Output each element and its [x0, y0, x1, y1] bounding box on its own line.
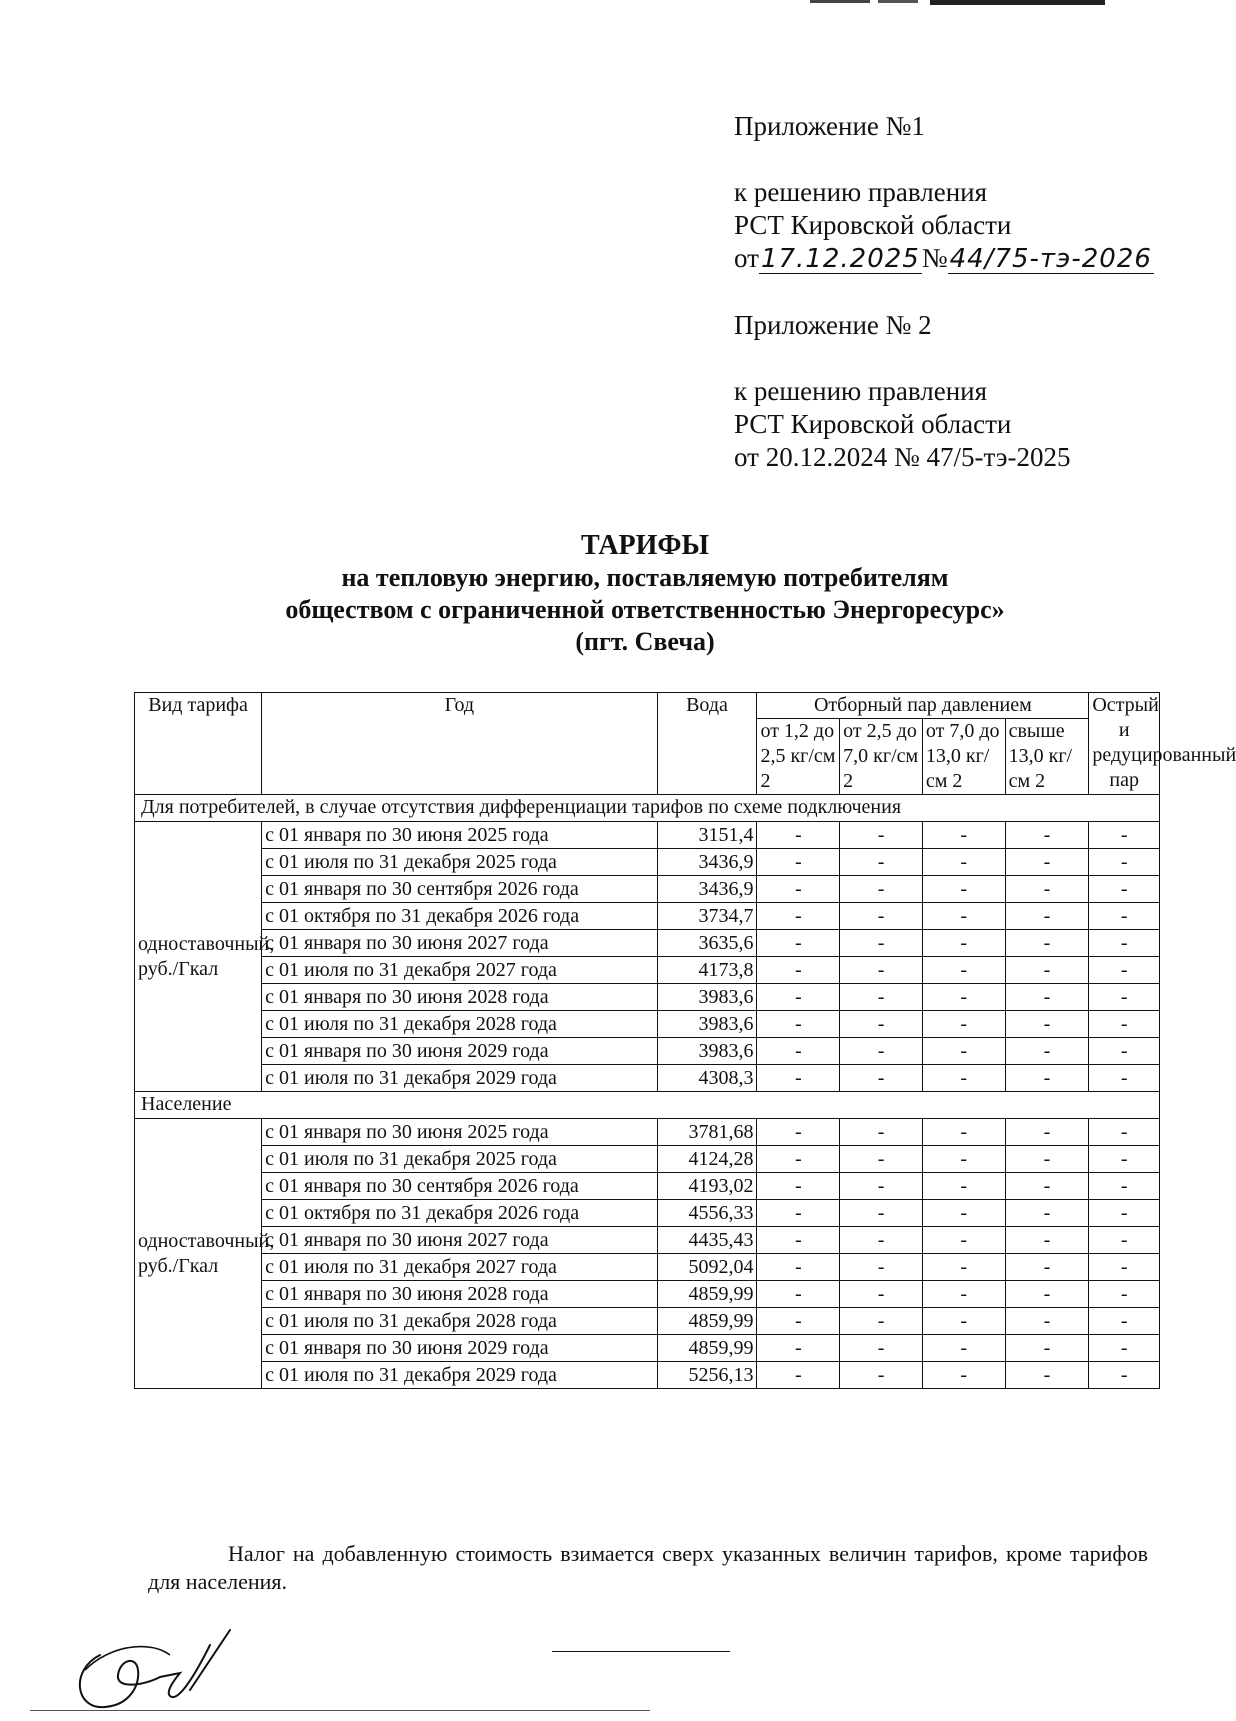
- empty-value-cell: -: [1089, 1011, 1160, 1038]
- empty-value-cell: -: [757, 1065, 840, 1092]
- empty-value-cell: -: [840, 957, 923, 984]
- authority-label: РСТ Кировской области: [734, 210, 1012, 240]
- header-tariff-type: Вид тарифа: [135, 693, 262, 795]
- empty-value-cell: -: [757, 957, 840, 984]
- period-cell: с 01 января по 30 июня 2025 года: [262, 1119, 657, 1146]
- period-cell: с 01 июля по 31 декабря 2029 года: [262, 1362, 657, 1389]
- empty-value-cell: -: [840, 1254, 923, 1281]
- empty-value-cell: -: [1089, 930, 1160, 957]
- water-tariff-cell: 3983,6: [657, 1038, 757, 1065]
- empty-value-cell: -: [922, 957, 1005, 984]
- empty-value-cell: -: [1005, 1281, 1089, 1308]
- water-tariff-cell: 4859,99: [657, 1308, 757, 1335]
- empty-value-cell: -: [840, 876, 923, 903]
- empty-value-cell: -: [1089, 876, 1160, 903]
- period-cell: с 01 января по 30 июня 2027 года: [262, 930, 657, 957]
- table-row: [135, 1281, 1160, 1308]
- water-tariff-cell: 4308,3: [657, 1065, 757, 1092]
- empty-value-cell: -: [1089, 822, 1160, 849]
- empty-value-cell: -: [757, 1119, 840, 1146]
- empty-value-cell: -: [1005, 1362, 1089, 1389]
- period-cell: с 01 января по 30 июня 2029 года: [262, 1335, 657, 1362]
- empty-value-cell: -: [1005, 930, 1089, 957]
- empty-value-cell: -: [757, 930, 840, 957]
- empty-value-cell: -: [1005, 1173, 1089, 1200]
- empty-value-cell: -: [840, 1362, 923, 1389]
- bottom-rule: [30, 1710, 650, 1711]
- title-main: ТАРИФЫ: [581, 530, 709, 561]
- empty-value-cell: -: [922, 1362, 1005, 1389]
- table-row: [135, 984, 1160, 1011]
- empty-value-cell: -: [757, 876, 840, 903]
- empty-value-cell: -: [757, 849, 840, 876]
- empty-value-cell: -: [840, 1200, 923, 1227]
- water-tariff-cell: 4173,8: [657, 957, 757, 984]
- empty-value-cell: -: [1005, 957, 1089, 984]
- empty-value-cell: -: [922, 822, 1005, 849]
- empty-value-cell: -: [922, 1065, 1005, 1092]
- empty-value-cell: -: [840, 1038, 923, 1065]
- period-cell: с 01 июля по 31 декабря 2025 года: [262, 1146, 657, 1173]
- empty-value-cell: -: [1089, 1254, 1160, 1281]
- empty-value-cell: -: [1005, 1065, 1089, 1092]
- empty-value-cell: -: [757, 1254, 840, 1281]
- empty-value-cell: -: [757, 1227, 840, 1254]
- water-tariff-cell: 3436,9: [657, 849, 757, 876]
- table-row: [135, 1119, 1160, 1146]
- empty-value-cell: -: [757, 903, 840, 930]
- empty-value-cell: -: [922, 1281, 1005, 1308]
- section-title: Население: [135, 1092, 1160, 1119]
- period-cell: с 01 июля по 31 декабря 2027 года: [262, 957, 657, 984]
- period-cell: с 01 января по 30 июня 2029 года: [262, 1038, 657, 1065]
- empty-value-cell: -: [922, 876, 1005, 903]
- header-steam-4: свыше 13,0 кг/см 2: [1005, 719, 1089, 795]
- period-cell: с 01 января по 30 июня 2027 года: [262, 1227, 657, 1254]
- header-sharp-steam: Острый и редуцированный пар: [1089, 693, 1160, 795]
- table-row: [135, 1254, 1160, 1281]
- empty-value-cell: -: [840, 903, 923, 930]
- empty-value-cell: -: [1089, 1227, 1160, 1254]
- water-tariff-cell: 3983,6: [657, 1011, 757, 1038]
- table-row: [135, 1173, 1160, 1200]
- title-line-3: обществом с ограниченной ответственностью Энергоресурс»: [285, 595, 1005, 624]
- empty-value-cell: -: [840, 1065, 923, 1092]
- period-cell: с 01 октября по 31 декабря 2026 года: [262, 903, 657, 930]
- empty-value-cell: -: [840, 930, 923, 957]
- table-row: [135, 1308, 1160, 1335]
- tariff-type-cell: одноставочный, руб./Гкал: [135, 1119, 262, 1389]
- title-line-2: на тепловую энергию, поставляемую потребителям: [341, 563, 949, 592]
- water-tariff-cell: 5256,13: [657, 1362, 757, 1389]
- empty-value-cell: -: [1089, 1065, 1160, 1092]
- empty-value-cell: -: [1089, 849, 1160, 876]
- period-cell: с 01 января по 30 июня 2028 года: [262, 984, 657, 1011]
- tariffs-table: [134, 692, 1236, 1389]
- top-scan-marks: [810, 0, 1110, 6]
- header-year: Год: [262, 693, 657, 795]
- empty-value-cell: -: [840, 1335, 923, 1362]
- empty-value-cell: -: [1005, 849, 1089, 876]
- empty-value-cell: -: [1089, 1146, 1160, 1173]
- empty-value-cell: -: [1089, 1173, 1160, 1200]
- empty-value-cell: -: [840, 984, 923, 1011]
- decision-date-number: от17.12.2025№44/75-тэ-2026: [734, 243, 1152, 274]
- empty-value-cell: -: [922, 1200, 1005, 1227]
- empty-value-cell: -: [922, 984, 1005, 1011]
- empty-value-cell: -: [1005, 1308, 1089, 1335]
- empty-value-cell: -: [840, 1146, 923, 1173]
- empty-value-cell: -: [1005, 822, 1089, 849]
- period-cell: с 01 января по 30 сентября 2026 года: [262, 1173, 657, 1200]
- header-steam-2: от 2,5 до 7,0 кг/см 2: [840, 719, 923, 795]
- header-water: Вода: [657, 693, 757, 795]
- table-row: [135, 876, 1160, 903]
- tariff-type-cell: одноставочный, руб./Гкал: [135, 822, 262, 1092]
- period-cell: с 01 января по 30 сентября 2026 года: [262, 876, 657, 903]
- empty-value-cell: -: [840, 1281, 923, 1308]
- appendix-2-label: Приложение № 2: [734, 310, 932, 340]
- header-steam-1: от 1,2 до 2,5 кг/см 2: [757, 719, 840, 795]
- period-cell: с 01 октября по 31 декабря 2026 года: [262, 1200, 657, 1227]
- signature-line: [552, 1651, 730, 1652]
- water-tariff-cell: 3781,68: [657, 1119, 757, 1146]
- empty-value-cell: -: [1089, 984, 1160, 1011]
- water-tariff-cell: 4556,33: [657, 1200, 757, 1227]
- empty-value-cell: -: [1005, 1146, 1089, 1173]
- table-row: [135, 1146, 1160, 1173]
- header-steam-group: Отборный пар давлением: [757, 693, 1089, 719]
- empty-value-cell: -: [757, 1146, 840, 1173]
- empty-value-cell: -: [840, 1173, 923, 1200]
- empty-value-cell: -: [1005, 1200, 1089, 1227]
- decision-date-number: от 20.12.2024 № 47/5-тэ-2025: [734, 442, 1071, 472]
- empty-value-cell: -: [1005, 1335, 1089, 1362]
- period-cell: с 01 июля по 31 декабря 2028 года: [262, 1308, 657, 1335]
- empty-value-cell: -: [1005, 876, 1089, 903]
- water-tariff-cell: 4859,99: [657, 1335, 757, 1362]
- empty-value-cell: -: [1089, 1335, 1160, 1362]
- empty-value-cell: -: [922, 903, 1005, 930]
- empty-value-cell: -: [922, 1335, 1005, 1362]
- empty-value-cell: -: [1005, 1038, 1089, 1065]
- approval-block-1: [734, 110, 1154, 275]
- water-tariff-cell: 3635,6: [657, 930, 757, 957]
- table-row: [135, 1227, 1160, 1254]
- water-tariff-cell: 4435,43: [657, 1227, 757, 1254]
- handwritten-number: 44/75-тэ-2026: [949, 244, 1152, 274]
- empty-value-cell: -: [1089, 1119, 1160, 1146]
- empty-value-cell: -: [757, 1362, 840, 1389]
- period-cell: с 01 июля по 31 декабря 2029 года: [262, 1065, 657, 1092]
- table-row: [135, 930, 1160, 957]
- empty-value-cell: -: [757, 1038, 840, 1065]
- empty-value-cell: -: [1005, 1254, 1089, 1281]
- empty-value-cell: -: [922, 1146, 1005, 1173]
- empty-value-cell: -: [840, 1308, 923, 1335]
- header-steam-3: от 7,0 до 13,0 кг/см 2: [922, 719, 1005, 795]
- empty-value-cell: -: [757, 1011, 840, 1038]
- water-tariff-cell: 4124,28: [657, 1146, 757, 1173]
- empty-value-cell: -: [1089, 903, 1160, 930]
- water-tariff-cell: 3734,7: [657, 903, 757, 930]
- empty-value-cell: -: [840, 1119, 923, 1146]
- empty-value-cell: -: [840, 1227, 923, 1254]
- empty-value-cell: -: [1005, 1011, 1089, 1038]
- decision-label: к решению правления: [734, 177, 988, 207]
- empty-value-cell: -: [922, 1119, 1005, 1146]
- water-tariff-cell: 4193,02: [657, 1173, 757, 1200]
- empty-value-cell: -: [1005, 984, 1089, 1011]
- empty-value-cell: -: [922, 1227, 1005, 1254]
- empty-value-cell: -: [1089, 1362, 1160, 1389]
- empty-value-cell: -: [1005, 903, 1089, 930]
- period-cell: с 01 июля по 31 декабря 2027 года: [262, 1254, 657, 1281]
- table-row: [135, 1335, 1160, 1362]
- empty-value-cell: -: [757, 1281, 840, 1308]
- empty-value-cell: -: [1005, 1227, 1089, 1254]
- signature-image: [60, 1615, 240, 1715]
- approval-block-2: [734, 309, 1154, 474]
- table-row: [135, 1065, 1160, 1092]
- table-row: [135, 849, 1160, 876]
- empty-value-cell: -: [1089, 1308, 1160, 1335]
- table-row: [135, 957, 1160, 984]
- table-row: [135, 1200, 1160, 1227]
- appendix-1-label: Приложение №1: [734, 111, 925, 141]
- empty-value-cell: -: [757, 1308, 840, 1335]
- empty-value-cell: -: [757, 822, 840, 849]
- header-row-1: [135, 693, 1160, 719]
- table-row: [135, 903, 1160, 930]
- vat-note: Налог на добавленную стоимость взимается сверх указанных величин тарифов, кроме тарифов для населения.: [148, 1541, 1148, 1594]
- authority-label: РСТ Кировской области: [734, 409, 1012, 439]
- empty-value-cell: -: [922, 849, 1005, 876]
- empty-value-cell: -: [922, 1038, 1005, 1065]
- empty-value-cell: -: [922, 1254, 1005, 1281]
- empty-value-cell: -: [1089, 1038, 1160, 1065]
- water-tariff-cell: 5092,04: [657, 1254, 757, 1281]
- table-row: [135, 1362, 1160, 1389]
- period-cell: с 01 января по 30 июня 2028 года: [262, 1281, 657, 1308]
- empty-value-cell: -: [922, 930, 1005, 957]
- tariffs-table-body: [135, 795, 1160, 1389]
- empty-value-cell: -: [922, 1308, 1005, 1335]
- section-title: Для потребителей, в случае отсутствия дифференциации тарифов по схеме подключения: [135, 795, 1160, 822]
- document-title: [120, 530, 1170, 658]
- period-cell: с 01 июля по 31 декабря 2028 года: [262, 1011, 657, 1038]
- empty-value-cell: -: [1089, 957, 1160, 984]
- empty-value-cell: -: [1089, 1200, 1160, 1227]
- empty-value-cell: -: [1089, 1281, 1160, 1308]
- table-row: [135, 822, 1160, 849]
- empty-value-cell: -: [922, 1011, 1005, 1038]
- water-tariff-cell: 3436,9: [657, 876, 757, 903]
- handwritten-date: 17.12.2025: [760, 244, 920, 274]
- empty-value-cell: -: [1005, 1119, 1089, 1146]
- table-row: [135, 1038, 1160, 1065]
- period-cell: с 01 июля по 31 декабря 2025 года: [262, 849, 657, 876]
- table-row: [135, 1011, 1160, 1038]
- empty-value-cell: -: [922, 1173, 1005, 1200]
- water-tariff-cell: 3983,6: [657, 984, 757, 1011]
- water-tariff-cell: 3151,4: [657, 822, 757, 849]
- water-tariff-cell: 4859,99: [657, 1281, 757, 1308]
- empty-value-cell: -: [757, 984, 840, 1011]
- empty-value-cell: -: [840, 849, 923, 876]
- title-line-4: (пгт. Свеча): [575, 627, 715, 656]
- empty-value-cell: -: [757, 1173, 840, 1200]
- decision-label: к решению правления: [734, 376, 988, 406]
- section-title-row: [135, 1092, 1160, 1119]
- empty-value-cell: -: [757, 1200, 840, 1227]
- empty-value-cell: -: [840, 822, 923, 849]
- empty-value-cell: -: [757, 1335, 840, 1362]
- empty-value-cell: -: [840, 1011, 923, 1038]
- period-cell: с 01 января по 30 июня 2025 года: [262, 822, 657, 849]
- section-title-row: [135, 795, 1160, 822]
